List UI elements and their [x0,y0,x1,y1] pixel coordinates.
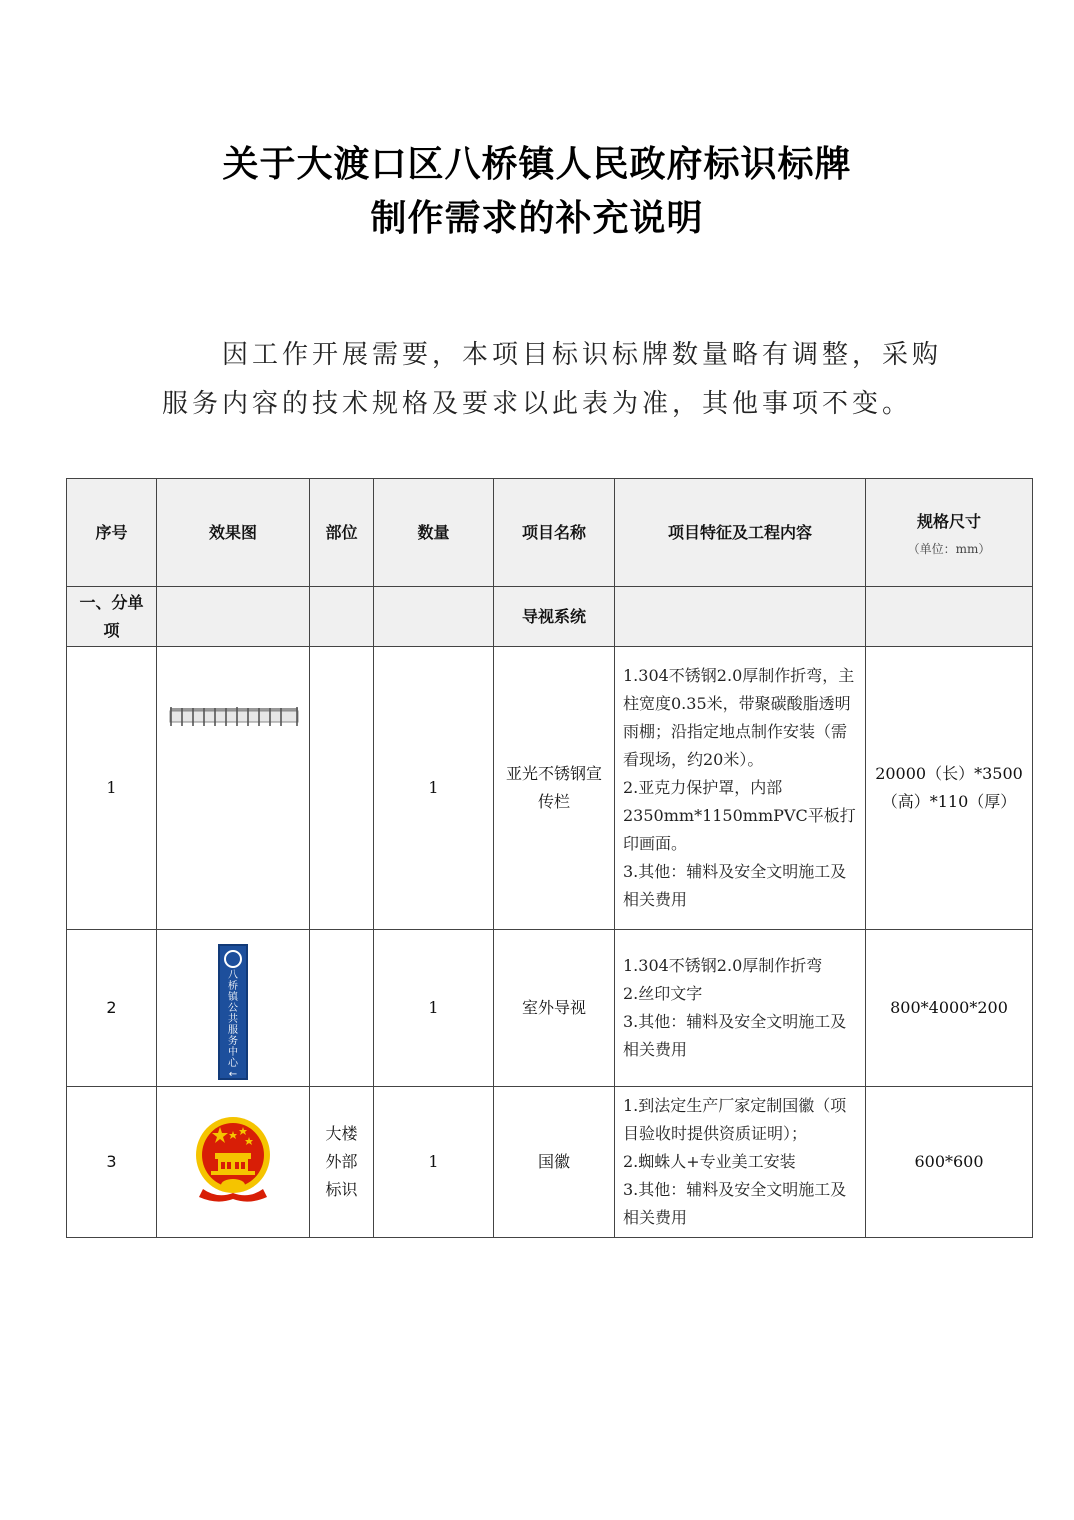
row3-qty: 1 [374,1087,494,1238]
header-spec-label: 规格尺寸 [916,511,981,531]
row1-features [615,647,866,930]
row3-part: 大楼外部标识 [310,1087,374,1238]
row2-seq: 2 [67,930,157,1087]
section-spec [866,587,1033,647]
sign-arrow-icon: ← [228,1069,238,1080]
row2-image [157,930,310,1087]
row3-features [615,1087,866,1238]
header-spec [866,479,1033,587]
table-header-row [67,479,1033,587]
intro-line1: 因工作开展需要，本项目标识标牌数量略有调整，采购 [222,340,943,370]
section-features [615,587,866,647]
row1-qty: 1 [374,647,494,930]
row1-feature-3: 3.其他：辅料及安全文明施工及相关费用 [623,862,847,909]
section-part [310,587,374,647]
national-emblem-icon [193,1113,273,1203]
row2-feature-2: 2.丝印文字 [623,984,703,1003]
row3-feature-1: 1.到法定生产厂家定制国徽（项目验收时提供资质证明）； [623,1096,847,1143]
section-name: 导视系统 [494,587,615,647]
bulletin-board-icon [169,705,299,727]
section-qty [374,587,494,647]
sign-logo-icon [224,950,242,968]
header-image: 效果图 [157,479,310,587]
intro-line2: 服务内容的技术规格及要求以此表为准，其他事项不变。 [162,389,913,419]
table-row [67,1087,1033,1238]
section-image [157,587,310,647]
row2-feature-3: 3.其他：辅料及安全文明施工及相关费用 [623,1012,847,1059]
row2-feature-1: 1.304不锈钢2.0厚制作折弯 [623,956,823,975]
header-spec-unit: （单位：mm） [907,541,991,556]
row3-seq: 3 [67,1087,157,1238]
row3-image [157,1087,310,1238]
sign-text: 八桥镇公共服务中心 [228,970,238,1069]
header-name: 项目名称 [494,479,615,587]
row2-qty: 1 [374,930,494,1087]
row1-feature-1: 1.304不锈钢2.0厚制作折弯，主柱宽度0.35米，带聚碳酸脂透明雨棚；沿指定地点制作安装（需看现场，约20米）。 [623,666,855,769]
document-title-line2: 制作需求的补充说明 [370,198,704,239]
table-row [67,647,1033,930]
header-seq: 序号 [67,479,157,587]
row2-part [310,930,374,1087]
requirements-table [66,478,1033,1238]
section-seq: 一、分单项 [67,587,157,647]
row1-image [157,647,310,930]
row2-features [615,930,866,1087]
row3-feature-3: 3.其他：辅料及安全文明施工及相关费用 [623,1180,847,1227]
guide-sign-icon [218,944,248,1080]
row3-spec: 600*600 [866,1087,1033,1238]
document-title-line1: 关于大渡口区八桥镇人民政府标识标牌 [222,144,852,185]
header-features: 项目特征及工程内容 [615,479,866,587]
row1-spec: 20000（长）*3500（高）*110（厚） [866,647,1033,930]
header-qty: 数量 [374,479,494,587]
row1-part [310,647,374,930]
row3-feature-2: 2.蜘蛛人+专业美工安装 [623,1152,796,1171]
section-row [67,587,1033,647]
row1-feature-2: 2.亚克力保护罩，内部2350mm*1150mmPVC平板打印画面。 [623,778,856,853]
row2-name: 室外导视 [494,930,615,1087]
header-part: 部位 [310,479,374,587]
table-row [67,930,1033,1087]
row3-name: 国徽 [494,1087,615,1238]
row1-name: 亚光不锈钢宣传栏 [494,647,615,930]
row2-spec: 800*4000*200 [866,930,1033,1087]
row1-seq: 1 [67,647,157,930]
